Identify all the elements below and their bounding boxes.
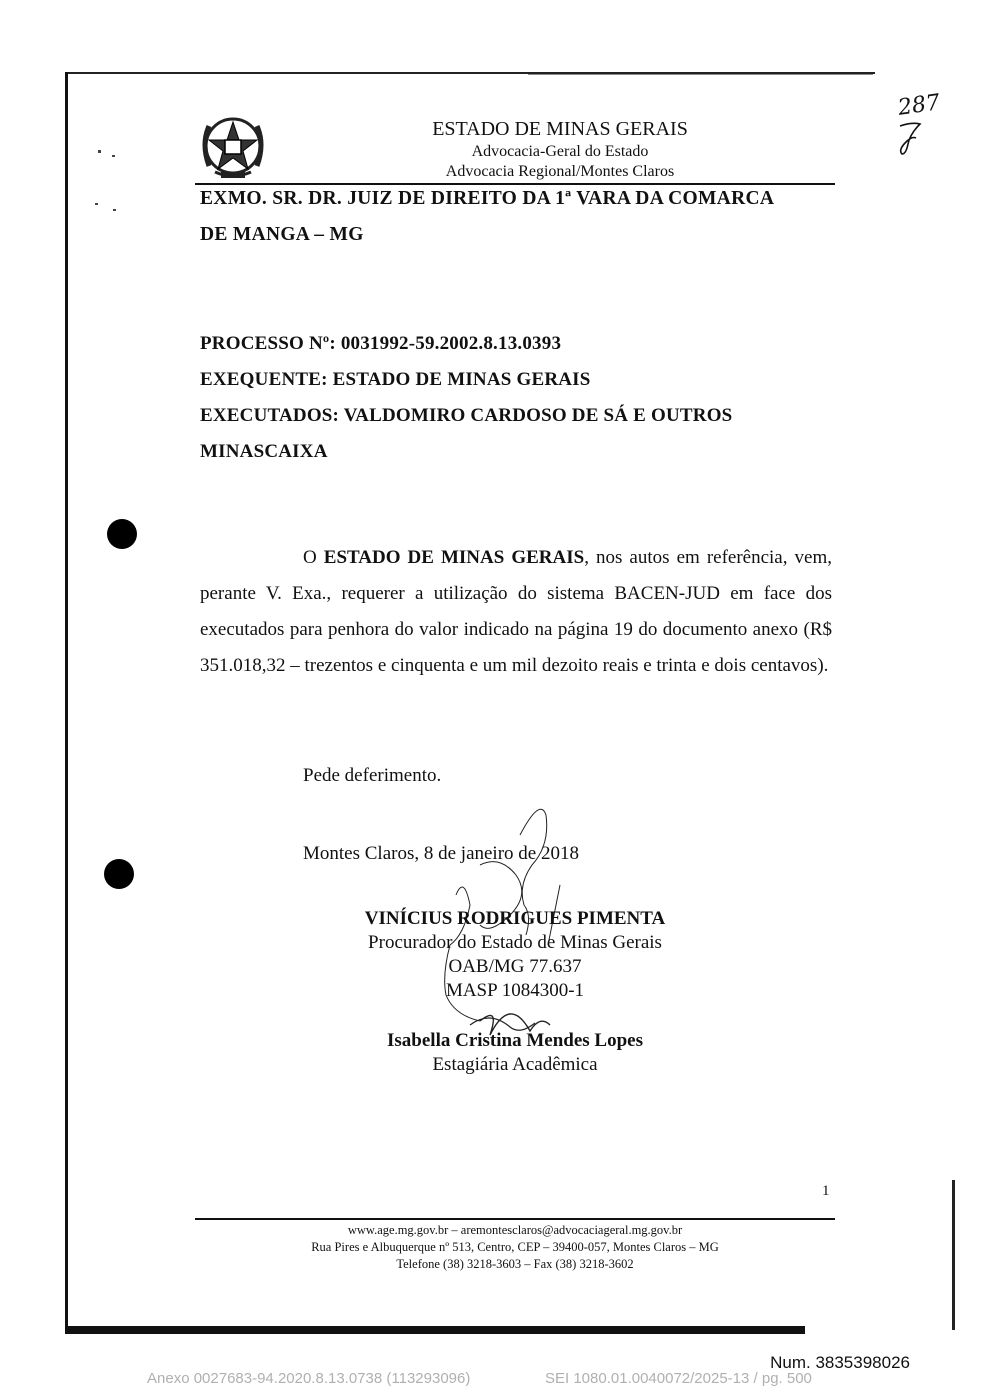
page-number: 1 bbox=[822, 1183, 830, 1199]
addressee-line-1: EXMO. SR. DR. JUIZ DE DIREITO DA 1ª VARA DA COMARCA bbox=[200, 188, 775, 209]
case-exequente: EXEQUENTE: ESTADO DE MINAS GERAIS bbox=[200, 369, 591, 390]
header-rule bbox=[195, 183, 835, 185]
signer-title: Procurador do Estado de Minas Gerais bbox=[368, 932, 662, 953]
case-extra-party: MINASCAIXA bbox=[200, 441, 328, 462]
header-agency: Advocacia-Geral do Estado bbox=[471, 143, 649, 160]
scan-speck bbox=[112, 155, 115, 157]
footer-contact: www.age.mg.gov.br – aremontesclaros@advocaciageral.mg.gov.br bbox=[347, 1223, 683, 1237]
handwritten-page-number: 287 bbox=[896, 90, 942, 121]
handwritten-mark bbox=[896, 120, 926, 160]
signer-masp: MASP 1084300-1 bbox=[445, 980, 585, 1001]
case-number: PROCESSO Nº: 0031992-59.2002.8.13.0393 bbox=[200, 333, 562, 354]
intern-title: Estagiária Acadêmica bbox=[432, 1054, 598, 1075]
addressee-line-2: DE MANGA – MG bbox=[200, 224, 364, 245]
punch-hole-bottom bbox=[104, 859, 134, 889]
body-text: , nos autos em referência, vem, perante V. Exa., requerer a utilização do sistema BACEN-JUD em face dos executados para penhora do valor indicado na página 19 do documento anexo (R$ 351.018,32 – trezentos e cinquenta e um mil dezoito reais e trinta e dois centavos). bbox=[200, 547, 832, 676]
footer-address: Rua Pires e Albuquerque nº 513, Centro, CEP – 39400-057, Montes Claros – MG bbox=[311, 1240, 719, 1254]
header-regional: Advocacia Regional/Montes Claros bbox=[445, 163, 675, 180]
scan-speck bbox=[98, 150, 101, 153]
header-state: ESTADO DE MINAS GERAIS bbox=[432, 118, 688, 140]
signer-name: VINÍCIUS RODRIGUES PIMENTA bbox=[364, 908, 666, 929]
sei-stamp: SEI 1080.01.0040072/2025-13 / pg. 500 bbox=[545, 1370, 812, 1387]
scan-border-right bbox=[952, 1180, 955, 1330]
body-lead: O bbox=[303, 547, 324, 568]
place-date: Montes Claros, 8 de janeiro de 2018 bbox=[303, 843, 579, 864]
document-num-stamp: Num. 3835398026 bbox=[770, 1353, 910, 1372]
scan-speck bbox=[113, 209, 116, 211]
scan-border-left bbox=[65, 72, 68, 1334]
punch-hole-top bbox=[107, 519, 137, 549]
signer-oab: OAB/MG 77.637 bbox=[448, 956, 582, 977]
case-executados: EXECUTADOS: VALDOMIRO CARDOSO DE SÁ E OUTROS bbox=[200, 405, 733, 426]
footer-phone: Telefone (38) 3218-3603 – Fax (38) 3218-3602 bbox=[396, 1257, 634, 1271]
intern-name: Isabella Cristina Mendes Lopes bbox=[387, 1030, 643, 1051]
scan-border-top-faint bbox=[528, 74, 873, 75]
scan-border-bottom bbox=[65, 1326, 805, 1334]
body-party: ESTADO DE MINAS GERAIS bbox=[323, 547, 585, 568]
footer-rule bbox=[195, 1218, 835, 1220]
closing-request: Pede deferimento. bbox=[303, 765, 442, 786]
petition-body bbox=[200, 540, 832, 684]
scan-speck bbox=[95, 203, 98, 205]
anexo-stamp: Anexo 0027683-94.2020.8.13.0738 (113293096) bbox=[147, 1370, 471, 1387]
